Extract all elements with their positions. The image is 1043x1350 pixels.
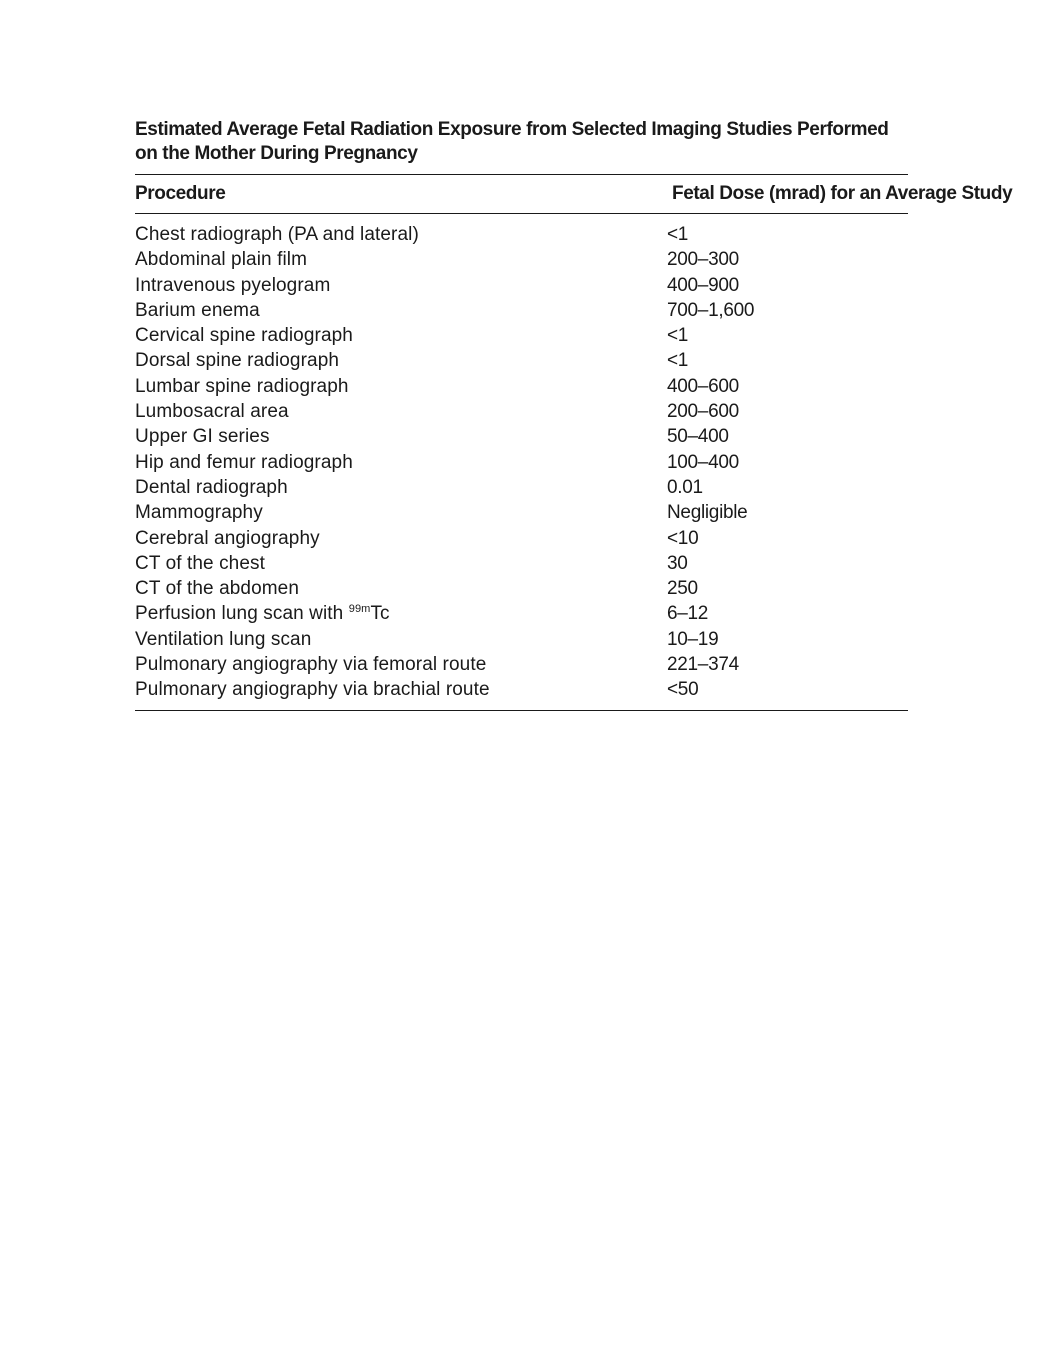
dose-cell — [666, 677, 908, 710]
document — [135, 118, 1013, 711]
table-row — [135, 298, 908, 323]
dose-cell — [666, 500, 908, 525]
dose-cell — [666, 424, 908, 449]
table-row — [135, 273, 908, 298]
dose-value: 221–374 — [667, 654, 739, 676]
dose-value: <1 — [667, 224, 689, 245]
procedure-cell — [135, 652, 666, 677]
dose-cell — [666, 526, 908, 551]
table-row — [135, 551, 908, 576]
dose-cell — [666, 652, 908, 677]
dose-cell — [666, 576, 908, 601]
dose-value: Negligible — [667, 502, 748, 524]
dose-value: 0.01 — [667, 476, 703, 498]
dose-value: 50–400 — [667, 426, 729, 448]
dose-cell — [666, 374, 908, 399]
dose-cell — [666, 627, 908, 652]
dose-cell — [666, 273, 908, 298]
table-row — [135, 601, 908, 626]
table-row — [135, 677, 908, 710]
table-row — [135, 526, 908, 551]
table-title — [135, 118, 908, 166]
table-row — [135, 374, 908, 399]
table-row — [135, 348, 908, 373]
procedure-cell — [135, 323, 666, 348]
procedure-name: Lumbar spine radiograph — [135, 375, 349, 397]
dose-value: 100–400 — [667, 451, 739, 473]
procedure-column-header: Procedure — [135, 183, 226, 204]
dose-cell — [666, 399, 908, 424]
dose-cell — [666, 348, 908, 373]
table-row — [135, 500, 908, 525]
dose-value: 700–1,600 — [667, 299, 755, 321]
dose-value: 6–12 — [667, 603, 709, 625]
dose-value: 10–19 — [667, 628, 719, 650]
procedure-cell — [135, 677, 666, 710]
table-row — [135, 652, 908, 677]
dose-value: 200–600 — [667, 401, 739, 423]
procedure-cell — [135, 273, 666, 298]
dose-value: 30 — [667, 552, 688, 574]
dose-value: <50 — [667, 679, 699, 701]
procedure-cell — [135, 475, 666, 500]
dose-value: 200–300 — [667, 249, 739, 271]
table-row — [135, 222, 908, 247]
procedure-cell — [135, 298, 666, 323]
dose-cell — [666, 323, 908, 348]
dose-value: <1 — [667, 350, 689, 372]
dose-value: 400–600 — [667, 375, 739, 397]
fetal-dose-table — [135, 174, 1013, 711]
isotope-symbol: Tc — [370, 603, 390, 625]
procedure-name: Chest radiograph (PA and lateral) — [135, 224, 419, 245]
dose-value: <1 — [667, 325, 689, 347]
procedure-cell — [135, 450, 666, 475]
procedure-cell — [135, 576, 666, 601]
procedure-name: Ventilation lung scan — [135, 628, 312, 650]
procedure-cell — [135, 399, 666, 424]
procedure-name: Cervical spine radiograph — [135, 325, 353, 347]
procedure-cell — [135, 374, 666, 399]
procedure-cell — [135, 222, 666, 247]
dose-column-header: Fetal Dose (mrad) for an Average Study — [672, 183, 1013, 204]
procedure-name: Pulmonary angiography via brachial route — [135, 679, 490, 701]
table-row — [135, 247, 908, 272]
dose-cell — [666, 298, 908, 323]
procedure-cell — [135, 526, 666, 551]
procedure-name: CT of the abdomen — [135, 578, 300, 600]
procedure-cell — [135, 500, 666, 525]
procedure-name: Intravenous pyelogram — [135, 274, 331, 296]
dose-cell — [666, 551, 908, 576]
dose-value: 400–900 — [667, 274, 739, 296]
dose-cell — [666, 475, 908, 500]
procedure-name: Barium enema — [135, 299, 260, 321]
procedure-cell — [135, 424, 666, 449]
procedure-name: Abdominal plain film — [135, 249, 308, 271]
procedure-name: Dental radiograph — [135, 476, 288, 498]
table-row — [135, 424, 908, 449]
procedure-cell — [135, 627, 666, 652]
procedure-name: Hip and femur radiograph — [135, 451, 353, 473]
procedure-name: Perfusion lung scan with — [135, 603, 344, 625]
procedure-name: Lumbosacral area — [135, 401, 289, 423]
procedure-name: Dorsal spine radiograph — [135, 350, 340, 372]
header-row — [135, 175, 908, 214]
table-row — [135, 450, 908, 475]
isotope-superscript: 99m — [348, 603, 371, 616]
table-title-line-2: on the Mother During Pregnancy — [135, 143, 418, 164]
procedure-name: Pulmonary angiography via femoral route — [135, 654, 487, 676]
procedure-cell — [135, 247, 666, 272]
table-row — [135, 627, 908, 652]
procedure-name: Mammography — [135, 502, 263, 524]
dose-value: 250 — [667, 578, 698, 600]
table-row — [135, 399, 908, 424]
dose-cell — [666, 450, 908, 475]
dose-cell — [666, 222, 908, 247]
procedure-name: Cerebral angiography — [135, 527, 320, 549]
table-row — [135, 576, 908, 601]
procedure-name: CT of the chest — [135, 552, 265, 574]
dose-cell — [666, 601, 908, 626]
procedure-cell — [135, 601, 666, 626]
table-row — [135, 323, 908, 348]
procedure-cell — [135, 551, 666, 576]
table-row — [135, 475, 908, 500]
procedure-name: Upper GI series — [135, 426, 270, 448]
dose-value: <10 — [667, 527, 699, 549]
procedure-cell — [135, 348, 666, 373]
dose-cell — [666, 247, 908, 272]
table-title-line-1: Estimated Average Fetal Radiation Exposure from Selected Imaging Studies Performed — [135, 119, 889, 140]
